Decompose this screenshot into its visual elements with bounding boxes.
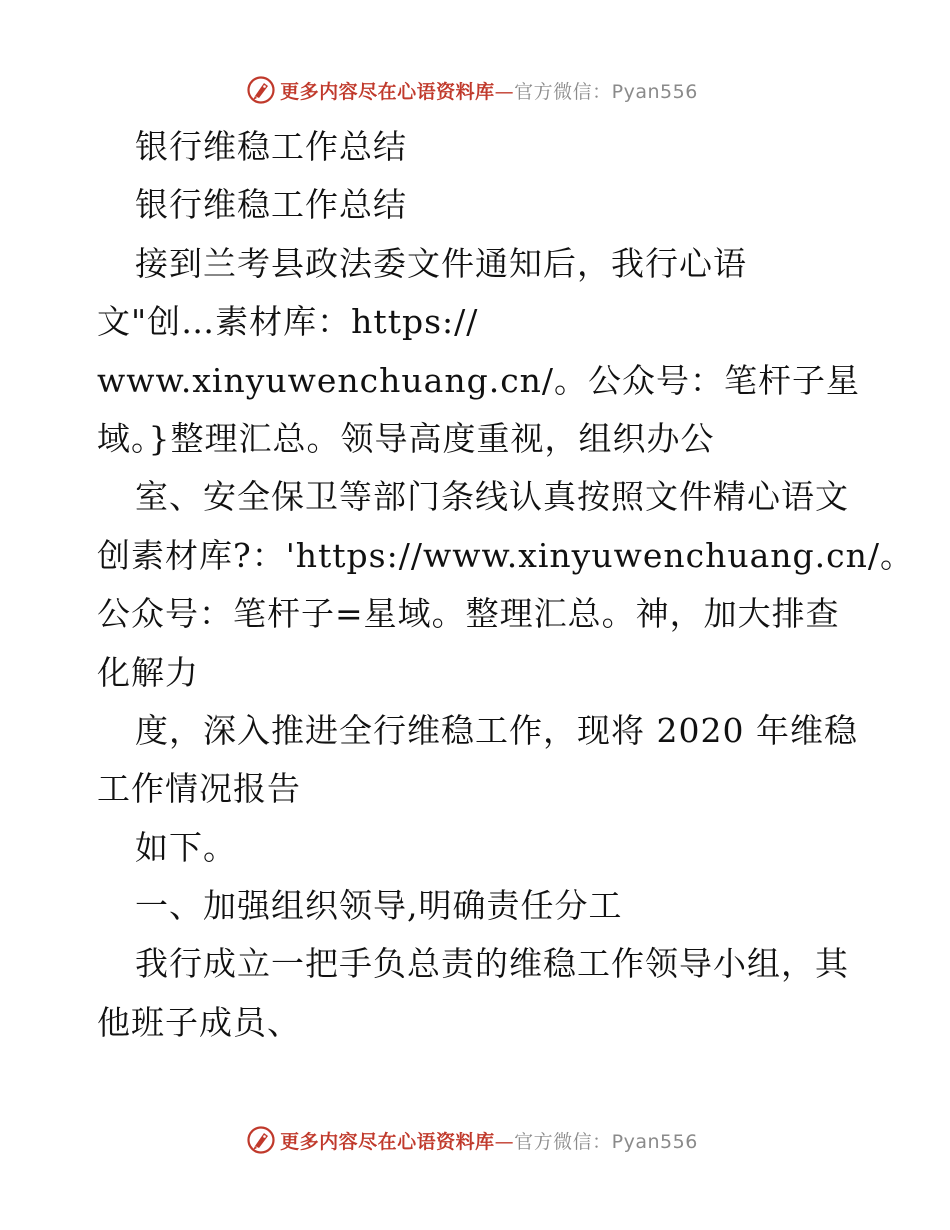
header-watermark-inner <box>246 75 698 105</box>
document-line: 度，深入推进全行维稳工作，现将 2020 年维稳 <box>135 710 858 750</box>
watermark-official-wechat: 官方微信：Pyan556 <box>514 80 698 103</box>
document-line: 工作情况报告 <box>97 769 301 809</box>
document-line: 他班子成员、 <box>97 1002 301 1042</box>
footer-watermark-text <box>280 1127 698 1154</box>
document-line: 如下。 <box>135 827 237 867</box>
watermark-dash: — <box>494 80 515 103</box>
document-line: www.xinyuwenchuang.cn/。公众号：笔杆子星 <box>97 360 861 400</box>
document-line: 化解力 <box>97 652 199 692</box>
document-line: 我行成立一把手负总责的维稳工作领导小组，其 <box>135 944 849 984</box>
footer-watermark-inner <box>246 1125 698 1155</box>
document-body <box>97 118 914 1052</box>
footer-watermark-brand: 更多内容尽在心语资料库 <box>280 1130 495 1153</box>
document-line: 一、加强组织领导,明确责任分工 <box>135 886 623 926</box>
pen-nib-logo-icon <box>246 1125 276 1155</box>
document-line: 域。}整理汇总。领导高度重视，组织办公 <box>97 418 715 458</box>
document-line: 银行维稳工作总结 <box>135 185 407 225</box>
footer-watermark-official-wechat: 官方微信：Pyan556 <box>514 1130 698 1153</box>
document-line: 接到兰考县政法委文件通知后，我行心语 <box>135 243 747 283</box>
footer-watermark <box>0 1120 950 1160</box>
watermark-text <box>280 77 698 104</box>
footer-watermark-dash: — <box>494 1130 515 1153</box>
document-line: 银行维稳工作总结 <box>135 127 407 166</box>
document-line: 公众号：笔杆子=星域。整理汇总。神，加大排查 <box>97 594 840 634</box>
document-line: 文"创…素材库：https:// <box>97 302 479 342</box>
pen-nib-logo-icon <box>246 75 276 105</box>
document-line: 创素材库?：'https://www.xinyuwenchuang.cn/。 <box>97 535 914 575</box>
header-watermark <box>0 70 950 110</box>
document-line: 室、安全保卫等部门条线认真按照文件精心语文 <box>135 477 849 517</box>
watermark-brand: 更多内容尽在心语资料库 <box>280 80 495 103</box>
